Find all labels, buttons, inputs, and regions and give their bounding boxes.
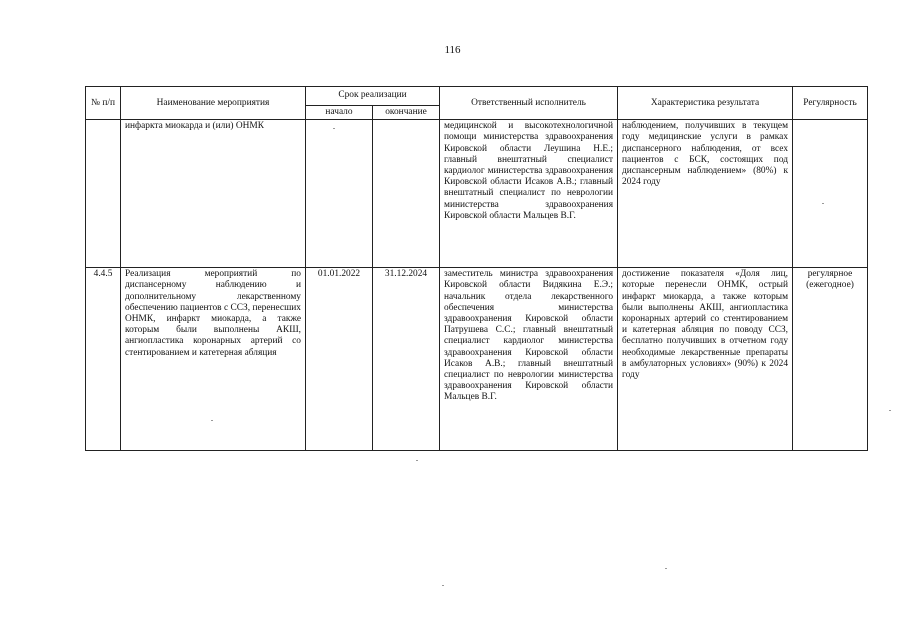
row-result: достижение показателя «Доля лиц, которые перенесли ОНМК, острый инфаркт миокарда, а также которым были выполнены АКШ, ангиопластика коронарных артерий со стентированием и катетерная абляция по поводу ССЗ, бесплатно получивших в отчетном году необходимые лекарственные препараты в амбулаторных условиях» (90%) к 2024 году <box>618 268 793 451</box>
row-regularity <box>793 120 868 268</box>
row-executor: заместитель министра здравоохранения Кировской области Видякина Е.Э.; начальник отдела лекарственного обеспечения министерства здравоохранения Кировской области Патрушева С.С.; главный внештатный специалист кардиолог министерства здравоохранения Кировской области Исаков А.В.; главный внештатный специалист по неврологии министерства здравоохранения Кировской области Мальцев В.Г. <box>440 268 618 451</box>
row-num <box>86 120 121 268</box>
scan-speck <box>333 128 335 129</box>
header-num: № п/п <box>86 87 121 120</box>
scan-speck <box>665 568 667 569</box>
row-start: 01.01.2022 <box>306 268 373 451</box>
table-row <box>86 120 868 268</box>
table-row <box>86 268 868 451</box>
scan-speck <box>416 460 418 461</box>
row-name: Реализация мероприятий по диспансерному наблюдению и дополнительному лекарственному обеспечению пациентов с ССЗ, перенесших ОНМК, инфаркт миокарда, а также которым были выполнены АКШ, ангиопластика коронарных артерий со стентированием и катетерная абляция <box>121 268 306 451</box>
measures-table <box>85 86 868 451</box>
scan-speck <box>889 410 891 411</box>
row-num: 4.4.5 <box>86 268 121 451</box>
row-start <box>306 120 373 268</box>
scan-speck <box>442 585 444 586</box>
header-result: Характеристика результата <box>618 87 793 120</box>
row-result: наблюдением, получивших в текущем году медицинские услуги в рамках диспансерного наблюдения, от всех пациентов с БСК, состоящих под диспансерным наблюдением» (80%) к 2024 году <box>618 120 793 268</box>
header-name: Наименование мероприятия <box>121 87 306 120</box>
row-executor: медицинской и высокотехнологичной помощи министерства здравоохранения Кировской области Леушина Н.Е.; главный внештатный специалист кардиолог министерства здравоохранения Кировской области Исаков А.В.; главный внештатный специалист по неврологии министерства здравоохранения Кировской области Мальцев В.Г. <box>440 120 618 268</box>
scan-speck <box>822 203 824 204</box>
row-end: 31.12.2024 <box>373 268 440 451</box>
header-end: окончание <box>373 106 440 120</box>
scan-speck <box>211 420 213 421</box>
row-name: инфаркта миокарда и (или) ОНМК <box>121 120 306 268</box>
header-start: начало <box>306 106 373 120</box>
page-number: 116 <box>444 44 461 56</box>
header-regularity: Регулярность <box>793 87 868 120</box>
header-executor: Ответственный исполнитель <box>440 87 618 120</box>
header-period: Срок реализации <box>306 87 440 106</box>
row-regularity: регулярное (ежегодное) <box>793 268 868 451</box>
row-end <box>373 120 440 268</box>
